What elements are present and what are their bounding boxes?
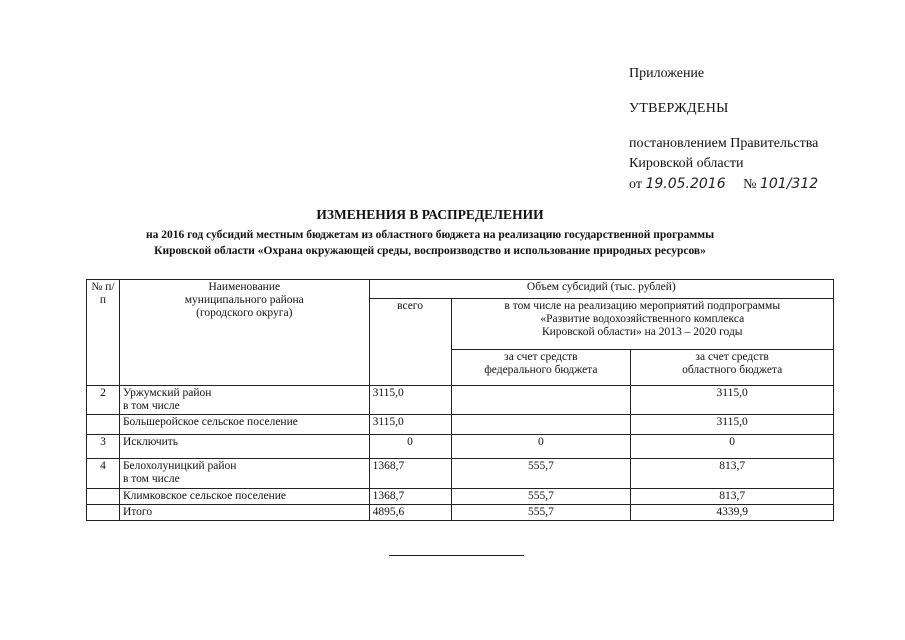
row-total: 1368,7 (369, 459, 451, 489)
row-federal: 555,7 (451, 505, 631, 521)
number-prefix: № (743, 177, 757, 192)
table-row (87, 505, 834, 521)
header-name (119, 280, 369, 386)
handwritten-number: 101/312 (759, 176, 819, 192)
header-total: всего (369, 299, 451, 386)
header-federal (451, 350, 631, 386)
row-regional: 0 (631, 435, 834, 459)
table-row (87, 489, 834, 505)
row-num (87, 415, 120, 435)
header-name-line-3: (городского округа) (196, 307, 293, 319)
header-name-line-1: Наименование (208, 281, 281, 293)
table-row (87, 435, 834, 459)
title-line-1: ИЗМЕНЕНИЯ В РАСПРЕДЕЛЕНИИ (316, 207, 544, 222)
row-name: Климковское сельское поселение (119, 489, 369, 505)
appendix-label: Приложение (629, 66, 705, 81)
row-federal: 555,7 (451, 459, 631, 489)
row-total: 4895,6 (369, 505, 451, 521)
header-regional-line-2: областного бюджета (682, 364, 783, 376)
row-num: 4 (87, 459, 120, 489)
row-total: 3115,0 (369, 386, 451, 415)
header-volume: Объем субсидий (тыс. рублей) (369, 280, 833, 299)
decree-date-line (629, 174, 818, 195)
row-federal: 0 (451, 435, 631, 459)
row-regional: 813,7 (631, 489, 834, 505)
row-total: 0 (369, 435, 451, 459)
header-including-line-3: Кировской области» на 2013 – 2020 годы (541, 326, 743, 338)
handwritten-date: 19.05.2016 (645, 176, 726, 192)
date-prefix: от (629, 177, 642, 192)
row-num (87, 505, 120, 521)
decree-line-1: постановлением Правительства (629, 136, 819, 151)
row-total: 3115,0 (369, 415, 451, 435)
header-regional-line-1: за счет средств (695, 351, 769, 363)
closing-divider (389, 555, 524, 556)
document-title (60, 207, 800, 259)
row-name-main: Уржумский район (122, 387, 212, 399)
title-line-2: на 2016 год субсидий местным бюджетам из областного бюджета на реализацию государственной программы (145, 229, 715, 241)
row-num: 3 (87, 435, 120, 459)
row-regional: 3115,0 (631, 386, 834, 415)
header-name-line-2: муниципального района (184, 294, 304, 306)
table-row (87, 415, 834, 435)
table-row (87, 459, 834, 489)
header-including (451, 299, 834, 350)
row-regional: 813,7 (631, 459, 834, 489)
row-regional: 3115,0 (631, 415, 834, 435)
row-num (87, 489, 120, 505)
subsidy-table (86, 279, 834, 521)
approved-label: УТВЕРЖДЕНЫ (629, 101, 729, 116)
row-name-sub: в том числе (122, 400, 180, 412)
header-num: № п/п (87, 280, 120, 386)
row-num: 2 (87, 386, 120, 415)
header-regional (631, 350, 834, 386)
decree-line-2: Кировской области (629, 156, 744, 171)
decree-block (629, 134, 818, 195)
row-name: Большеройское сельское поселение (119, 415, 369, 435)
table-row (87, 386, 834, 415)
row-total: 1368,7 (369, 489, 451, 505)
row-name: Исключить (119, 435, 369, 459)
row-name-main: Белохолуницкий район (122, 460, 237, 472)
header-federal-line-2: федерального бюджета (484, 364, 598, 376)
row-name (119, 459, 369, 489)
header-federal-line-1: за счет средств (504, 351, 578, 363)
row-federal: 555,7 (451, 489, 631, 505)
row-name (119, 386, 369, 415)
row-name: Итого (119, 505, 369, 521)
row-name-sub: в том числе (122, 473, 180, 485)
row-federal (451, 386, 631, 415)
title-line-3: Кировской области «Охрана окружающей среды, воспроизводство и использование природных ресурсов» (154, 245, 706, 257)
header-including-line-1: в том числе на реализацию мероприятий подпрограммы (504, 300, 781, 312)
header-including-line-2: «Развитие водохозяйственного комплекса (540, 313, 745, 325)
row-regional: 4339,9 (631, 505, 834, 521)
row-federal (451, 415, 631, 435)
